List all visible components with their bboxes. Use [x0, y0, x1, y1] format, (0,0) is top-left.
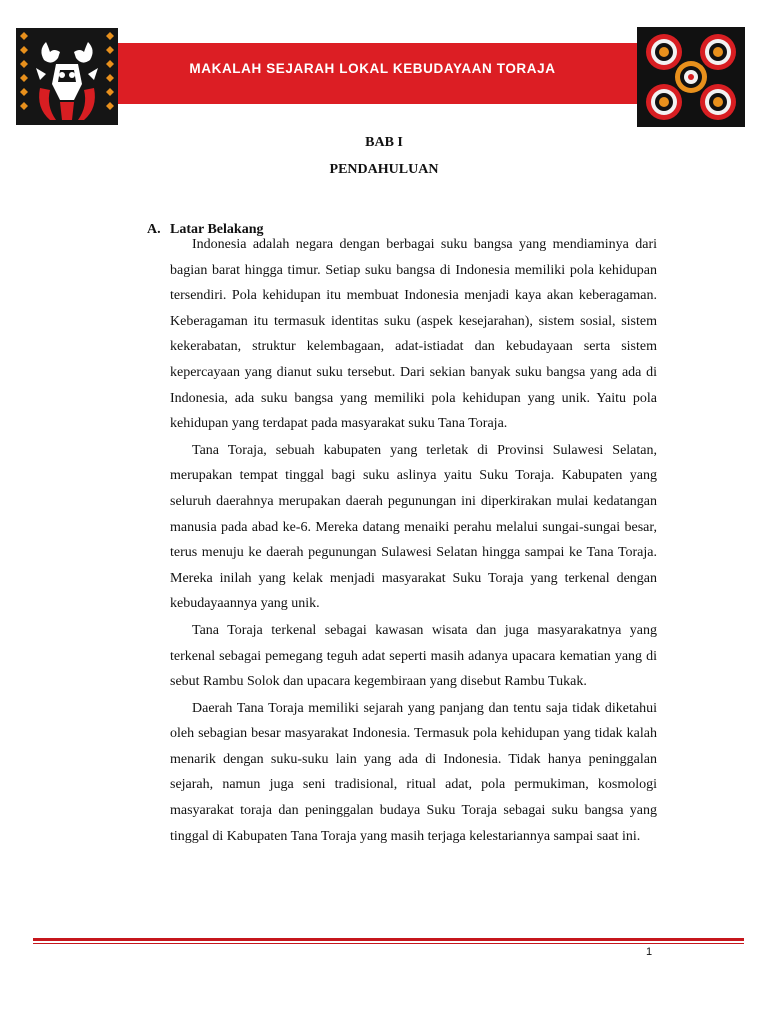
footer-divider — [33, 938, 744, 941]
toraja-ornament-icon — [16, 28, 118, 125]
footer-divider-thin — [33, 943, 744, 944]
paragraph: Tana Toraja terkenal sebagai kawasan wisata dan juga masyarakatnya yang terkenal sebagai pemegang teguh adat seperti masih adanya upacara kematian yang di sebut Rambu Solok dan upacara kegembiraan yang disebut Rambu Tukak. — [170, 622, 657, 690]
paragraph: Indonesia adalah negara dengan berbagai suku bangsa yang mendiaminya dari bagian barat hingga timur. Setiap suku bangsa di Indonesia memiliki pola kehidupan tersendiri. Pola kehidupan itu membuat Indonesia menjadi kaya akan keberagaman. Keberagaman itu termasuk identitas suku (aspek kesejarahan), sistem sosial, sistem kekerabatan, struktur kelembagaan, adat-istiadat dan kebudayaan serta sistem kepercayaan yang dianut suku tersebut. Dari sekian banyak suku bangsa yang ada di Indonesia, ada suku bangsa yang memiliki pola kehidupan yang unik. Yaitu pola kehidupan yang terdapat pada masyarakat suku Tana Toraja. — [170, 237, 657, 432]
section-number: A. — [147, 222, 161, 237]
body-text — [170, 232, 657, 849]
paragraph: Daerah Tana Toraja memiliki sejarah yang panjang dan tentu saja tidak diketahui oleh sebagian besar masyarakat Indonesia. Termasuk pola kehidupan yang tidak kalah menarik dengan suku-suku lain yang ada di Indonesia. Tidak hanya peninggalan sejarah, namun juga seni tradisional, ritual adat, pola permukiman, kosmologi masyarakat toraja dan peninggalan budaya Suku Toraja sebagai suku bangsa yang tinggal di Kabupaten Tana Toraja yang masih terjaga kelestariannya sampai saat ini. — [170, 700, 657, 844]
paragraph: Tana Toraja, sebuah kabupaten yang terletak di Provinsi Sulawesi Selatan, merupakan tempat tinggal bagi suku aslinya yaitu Suku Toraja. Kabupaten yang seluruh daerahnya merupakan daerah pegunungan ini diperkirakan mulai kedatangan manusia pada abad ke-6. Mereka datang menaiki perahu melalui sungai-sungai besar, terus menuju ke daerah pegunungan Sulawesi Selatan hingga sampai ke Tana Toraja. Mereka inilah yang kelak menjadi masyarakat Suku Toraja yang terkenal dengan kebudayaannya yang unik. — [170, 442, 657, 612]
toraja-circle-pattern-icon — [637, 27, 745, 127]
document-header-title: MAKALAH SEJARAH LOKAL KEBUDAYAAN TORAJA — [189, 60, 556, 76]
page-number: 1 — [646, 946, 653, 958]
chapter-title: PENDAHULUAN — [329, 162, 439, 177]
section-title: Latar Belakang — [170, 222, 264, 237]
chapter-number: BAB I — [365, 135, 403, 150]
